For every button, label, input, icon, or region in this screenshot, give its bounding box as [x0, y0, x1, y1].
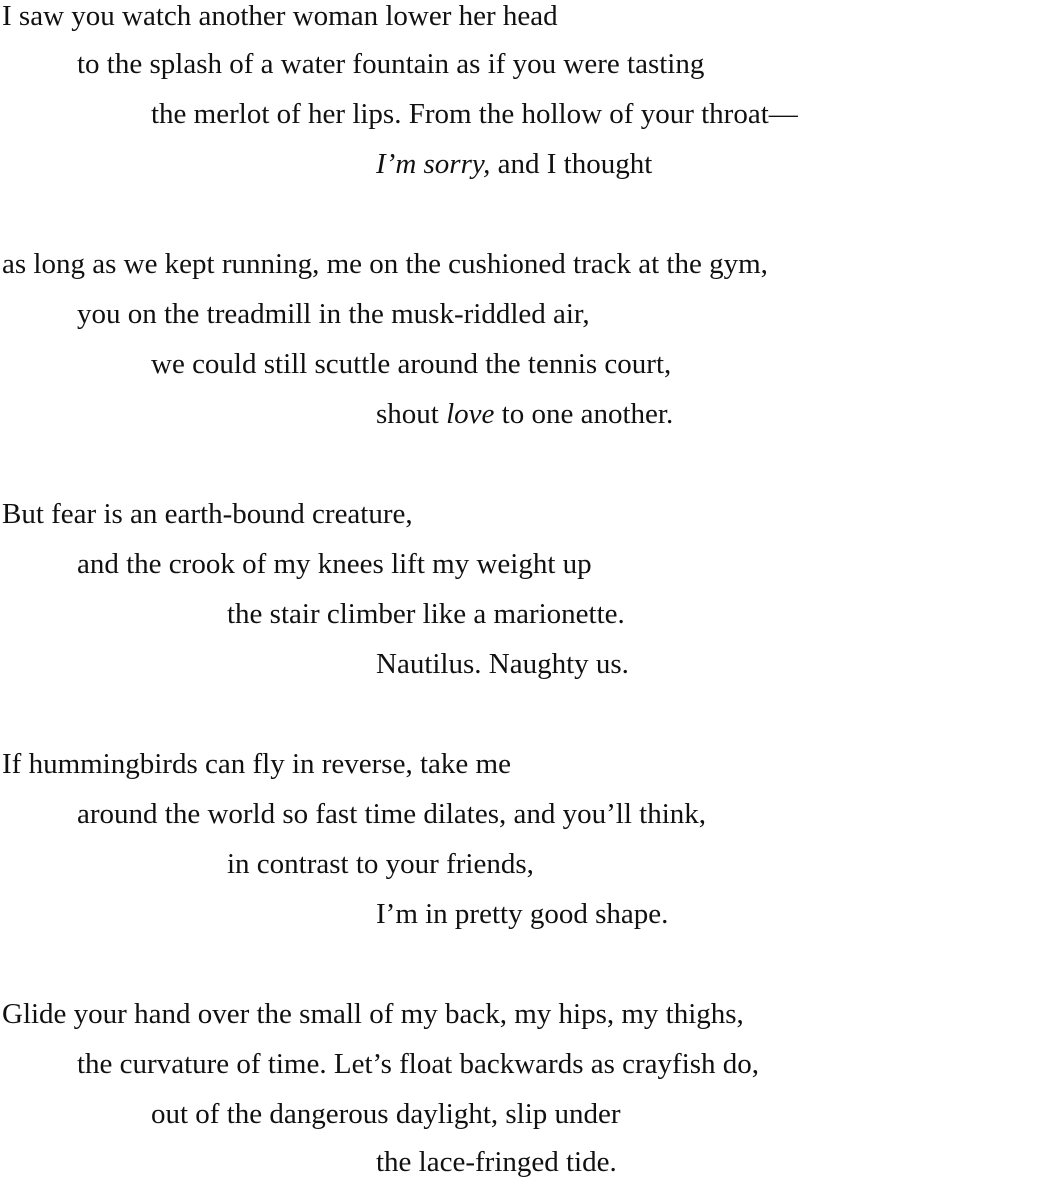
poem-line: Glide your hand over the small of my back, my hips, my thighs, [2, 998, 744, 1030]
poem-line: as long as we kept running, me on the cushioned track at the gym, [2, 248, 768, 280]
poem-line: to the splash of a water fountain as if you were tasting [77, 48, 705, 80]
poem-line: in contrast to your friends, [227, 848, 534, 880]
line-text: to one another. [494, 398, 674, 430]
poem-line: and the crook of my knees lift my weight up [77, 548, 592, 580]
poem-line: the curvature of time. Let’s float backwards as crayfish do, [77, 1048, 760, 1080]
poem-line: But fear is an earth-bound creature, [2, 498, 413, 530]
poem-line: If hummingbirds can fly in reverse, take me [2, 748, 511, 780]
italic-word: love [446, 398, 495, 430]
italic-phrase: I’m sorry, [376, 148, 491, 180]
poem-line: Nautilus. Naughty us. [376, 648, 629, 680]
poem-line: around the world so fast time dilates, and you’ll think, [77, 798, 707, 830]
poem-line: you on the treadmill in the musk-riddled air, [77, 298, 590, 330]
poem-line: we could still scuttle around the tennis court, [151, 348, 672, 380]
poem-line: the stair climber like a marionette. [227, 598, 625, 630]
poem-line: the merlot of her lips. From the hollow of your throat— [151, 98, 798, 130]
poem-line: out of the dangerous daylight, slip under [151, 1098, 621, 1130]
poem-line [376, 398, 673, 430]
line-text: and I thought [490, 148, 653, 180]
line-text: shout [376, 398, 447, 430]
poem-line: the lace-fringed tide. [376, 1146, 617, 1178]
poem-line [376, 148, 652, 180]
poem-line: I saw you watch another woman lower her head [2, 0, 558, 32]
poem-line: I’m in pretty good shape. [376, 898, 669, 930]
